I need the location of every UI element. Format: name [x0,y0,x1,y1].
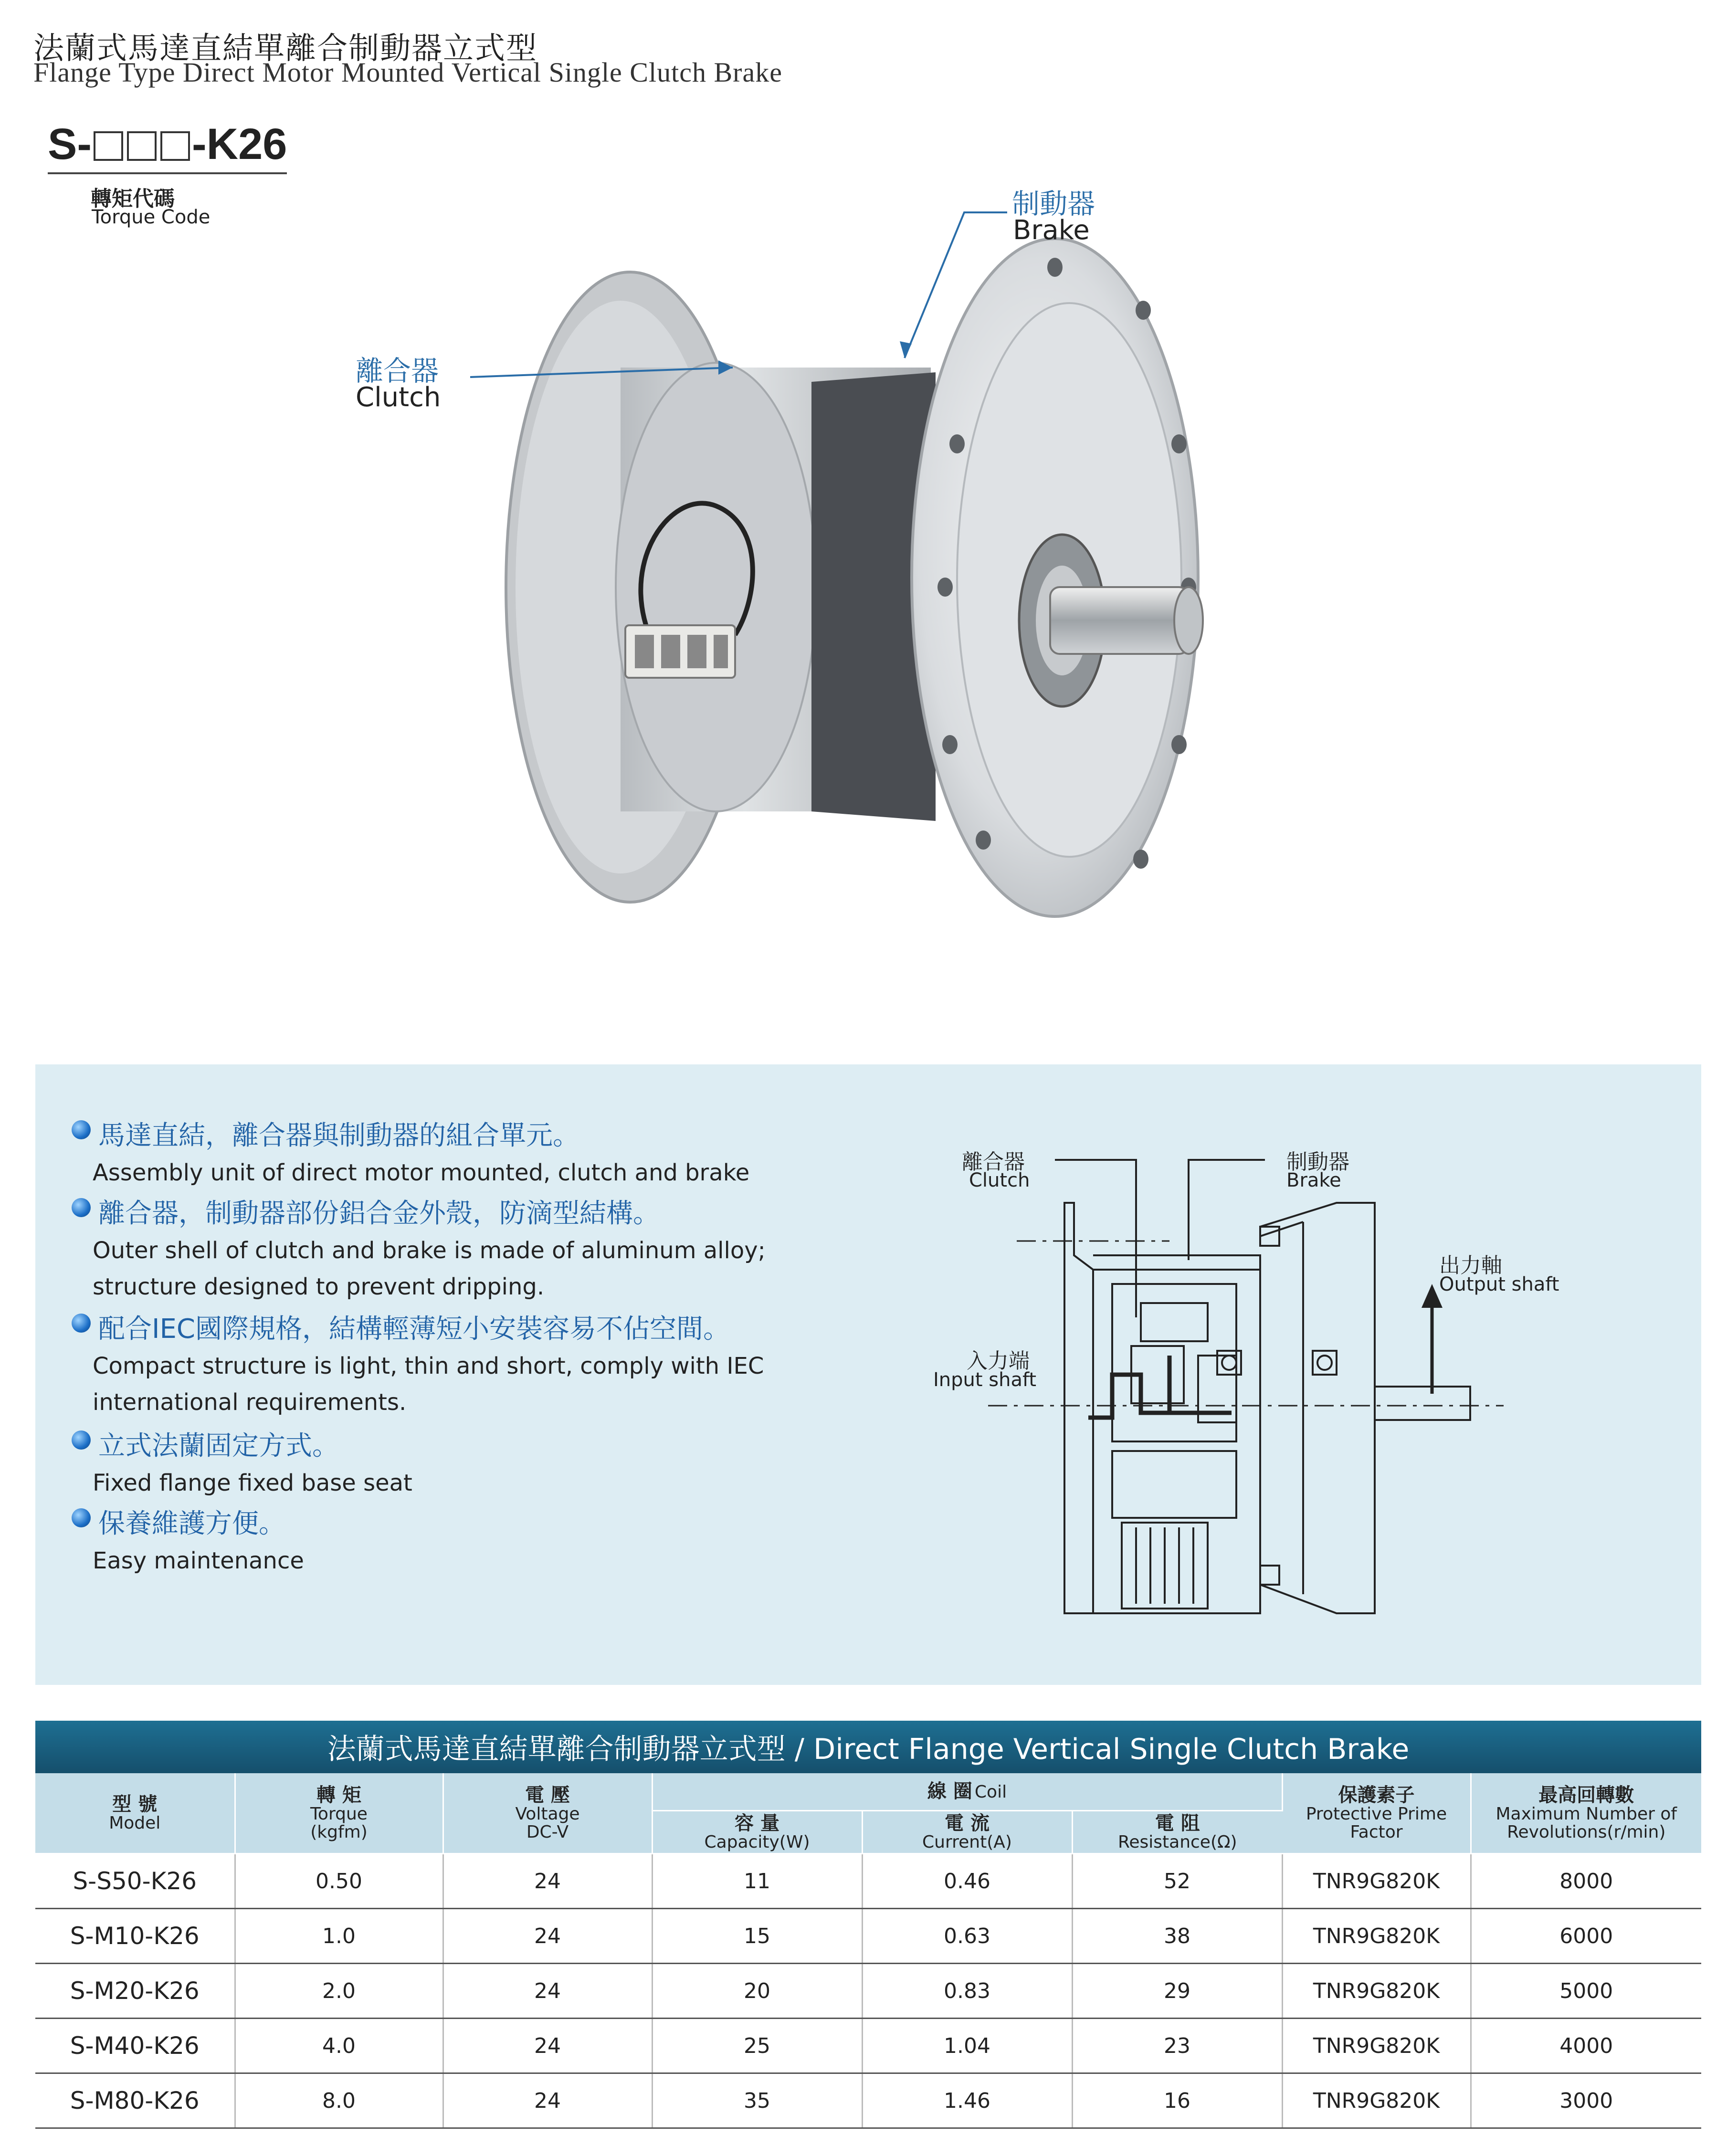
cell-model: S-S50-K26 [35,1854,235,1909]
clutch-leader [1055,1160,1136,1317]
feature-text-en: Compact structure is light, thin and short, comply with IEC [93,1353,764,1379]
diagram-brake-zh: 制動器 [1286,1150,1349,1174]
clutch-callout-zh: 離合器 [356,355,439,387]
cell-resistance: 52 [1072,1854,1282,1909]
header-coil: 線 圈 Coil [652,1773,1282,1810]
table-row [35,1854,1701,1909]
diagram-input-en: Input shaft [933,1369,1037,1391]
cell-max-revolutions: 4000 [1471,2019,1701,2073]
header-protective-prime: 保護素子 Protective Prime Factor [1282,1773,1471,1854]
model-prefix: S- [48,120,92,168]
model-suffix: -K26 [192,120,287,168]
feature-text-en: structure designed to prevent dripping. [93,1273,545,1300]
spec-table-grid [35,1773,1701,2129]
cell-protective-prime: TNR9G820K [1282,1854,1471,1909]
header-torque: 轉 矩 Torque (kgfm) [235,1773,443,1854]
diagram-input-zh: 入力端 [967,1349,1030,1373]
cell-resistance: 16 [1072,2073,1282,2128]
feature-text-zh: 配合IEC國際規格，結構輕薄短小安裝容易不佔空間。 [98,1314,730,1345]
diagram-output-en: Output shaft [1439,1273,1559,1295]
cell-current: 0.83 [862,1964,1072,2019]
product-photo [0,0,1727,1002]
diagram-brake-en: Brake [1286,1169,1341,1191]
header-max-revolutions: 最高回轉數 Maximum Number of Revolutions(r/min) [1471,1773,1701,1854]
cell-torque: 1.0 [235,1909,443,1964]
feature-text-zh: 保養維護方便。 [98,1508,285,1539]
cell-voltage: 24 [443,1909,652,1964]
cell-model: S-M10-K26 [35,1909,235,1964]
feature-text-zh: 立式法蘭固定方式。 [98,1430,339,1462]
cell-protective-prime: TNR9G820K [1282,2073,1471,2128]
bullet-icon [72,1120,91,1139]
cell-protective-prime: TNR9G820K [1282,2019,1471,2073]
table-row [35,1909,1701,1964]
table-row [35,1964,1701,2019]
cell-voltage: 24 [443,1964,652,2019]
table-row [35,2019,1701,2073]
torque-code-label-zh: 轉矩代碼 [91,187,175,211]
cell-current: 0.46 [862,1854,1072,1909]
brake-callout-en: Brake [1013,215,1090,246]
header-current: 電 流 Current(A) [862,1810,1072,1854]
bullet-icon [72,1430,91,1450]
cell-capacity: 25 [652,2019,862,2073]
cell-capacity: 15 [652,1909,862,1964]
housing-left [1064,1203,1093,1613]
cell-capacity: 11 [652,1854,862,1909]
feature-item-1 [72,1115,749,1186]
feature-item-3 [72,1308,764,1416]
cell-model: S-M80-K26 [35,2073,235,2128]
page-title-en: Flange Type Direct Motor Mounted Vertical Single Clutch Brake [33,57,782,88]
feature-text-zh: 馬達直結，離合器與制動器的組合單元。 [98,1120,579,1151]
cell-resistance: 38 [1072,1909,1282,1964]
bullet-icon [72,1198,91,1217]
feature-text-zh: 離合器，制動器部份鋁合金外殼，防滴型結構。 [98,1198,660,1229]
output-shaft-drawing [1375,1387,1470,1420]
cell-torque: 4.0 [235,2019,443,2073]
cell-capacity: 35 [652,2073,862,2128]
cell-model: S-M20-K26 [35,1964,235,2019]
header-resistance: 電 阻 Resistance(Ω) [1072,1810,1282,1854]
cell-model: S-M40-K26 [35,2019,235,2073]
cell-capacity: 20 [652,1964,862,2019]
table-title: 法蘭式馬達直結單離合制動器立式型 / Direct Flange Vertical Single Clutch Brake [35,1721,1701,1773]
cell-torque: 8.0 [235,2073,443,2128]
brake-leader [1189,1160,1265,1260]
cell-max-revolutions: 6000 [1471,1909,1701,1964]
cell-resistance: 23 [1072,2019,1282,2073]
brake-callout-zh: 制動器 [1012,188,1095,220]
housing-right [1260,1203,1375,1613]
feature-item-2 [72,1192,766,1300]
cell-max-revolutions: 8000 [1471,1854,1701,1909]
cell-voltage: 24 [443,2073,652,2128]
cell-current: 1.04 [862,2019,1072,2073]
cell-voltage: 24 [443,1854,652,1909]
header-model: 型 號 Model [35,1773,235,1854]
diagram-clutch-zh: 離合器 [962,1150,1025,1174]
bullet-icon [72,1508,91,1527]
bullet-icon [72,1314,91,1333]
cell-current: 0.63 [862,1909,1072,1964]
output-shaft [1050,587,1189,654]
feature-text-en: Fixed flange fixed base seat [93,1470,412,1496]
spec-table [35,1721,1701,2129]
cell-resistance: 29 [1072,1964,1282,2019]
cell-current: 1.46 [862,2073,1072,2128]
feature-text-en: Easy maintenance [93,1547,304,1574]
cell-voltage: 24 [443,2019,652,2073]
cell-max-revolutions: 3000 [1471,2073,1701,2128]
diagram-clutch-en: Clutch [969,1169,1030,1191]
feature-item-5 [72,1503,304,1574]
header-voltage: 電 壓 Voltage DC-V [443,1773,652,1854]
feature-text-en: international requirements. [93,1389,407,1416]
cell-torque: 2.0 [235,1964,443,2019]
header-capacity: 容 量 Capacity(W) [652,1810,862,1854]
feature-text-en: Outer shell of clutch and brake is made of aluminum alloy; [93,1237,766,1264]
feature-item-4 [72,1425,412,1496]
page-title-zh: 法蘭式馬達直結單離合制動器立式型 [33,31,537,66]
clutch-callout-en: Clutch [356,382,441,413]
cell-torque: 0.50 [235,1854,443,1909]
table-row [35,2073,1701,2128]
feature-text-en: Assembly unit of direct motor mounted, clutch and brake [93,1159,750,1186]
diagram-output-zh: 出力軸 [1439,1253,1502,1278]
torque-code-label-en: Torque Code [92,206,211,228]
cell-protective-prime: TNR9G820K [1282,1909,1471,1964]
cell-protective-prime: TNR9G820K [1282,1964,1471,2019]
cell-max-revolutions: 5000 [1471,1964,1701,2019]
